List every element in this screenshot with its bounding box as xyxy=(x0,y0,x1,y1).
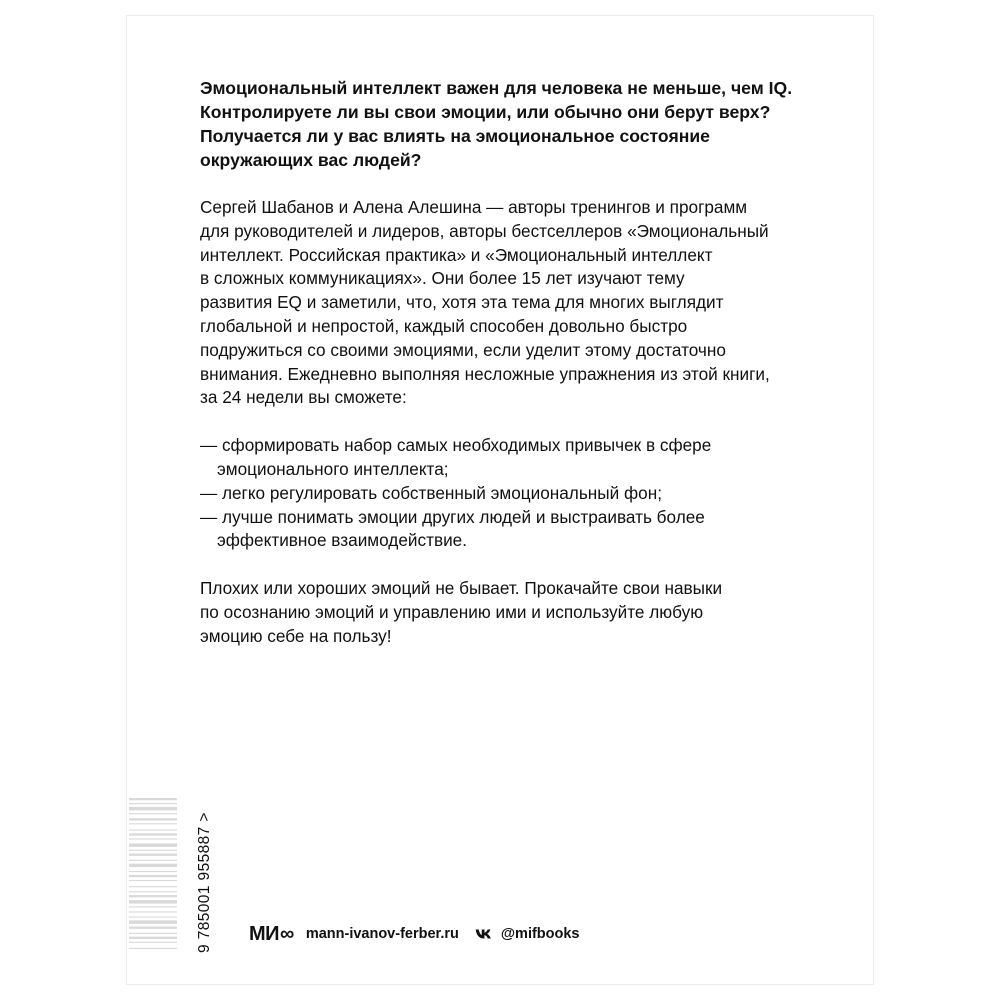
benefits-list xyxy=(200,434,840,553)
list-line: эмоционального интеллекта; xyxy=(217,458,449,479)
body-line: в сложных коммуникациях». Они более 15 лет изучают тему xyxy=(200,268,685,289)
social-handle[interactable]: @mifbooks xyxy=(500,926,580,942)
barcode-bar xyxy=(129,927,177,929)
cover-text xyxy=(200,76,840,649)
barcode-bar xyxy=(129,838,177,839)
closing-line: по осознанию эмоций и управлению ими и используйте любую xyxy=(200,601,704,622)
authors-paragraph xyxy=(200,196,840,410)
list-line: — легко регулировать собственный эмоциональный фон; xyxy=(200,482,662,503)
barcode-bar xyxy=(129,948,177,949)
closing-line: эмоцию себе на пользу! xyxy=(200,625,392,646)
intro-line: Эмоциональный интеллект важен для человека не меньше, чем IQ. xyxy=(200,78,793,98)
isbn-number: 9 785001 955887 > xyxy=(196,812,213,953)
barcode-bar xyxy=(129,843,177,846)
barcode-bar xyxy=(129,823,177,824)
barcode-bar xyxy=(129,864,177,867)
barcode-bar xyxy=(129,818,177,820)
body-line: за 24 недели вы сможете: xyxy=(200,387,407,408)
barcode-bar xyxy=(129,833,177,835)
barcode-bar xyxy=(129,875,177,877)
body-line: интеллект. Российская практика» и «Эмоциональный интеллект xyxy=(200,244,713,265)
body-line: Сергей Шабанов и Алена Алешина — авторы тренингов и программ xyxy=(200,197,748,217)
body-line: развития EQ и заметили, что, хотя эта тема для многих выглядит xyxy=(200,292,724,313)
barcode-bar xyxy=(129,911,177,912)
barcode-bar xyxy=(129,942,177,943)
barcode-bar xyxy=(129,891,177,892)
body-line: для руководителей и лидеров, авторы бестселлеров «Эмоциональный xyxy=(200,220,769,241)
barcode-bar xyxy=(129,916,177,917)
intro-paragraph xyxy=(200,76,840,172)
barcode xyxy=(129,798,177,978)
infinity-logo-icon: ∞ xyxy=(280,922,294,945)
vk-icon[interactable] xyxy=(475,928,493,940)
barcode-bar xyxy=(129,803,177,804)
barcode-bar xyxy=(129,937,177,939)
list-item xyxy=(200,482,840,506)
body-line: внимания. Ежедневно выполняя несложные упражнения из этой книги, xyxy=(200,363,770,384)
back-cover xyxy=(127,16,873,984)
barcode-bar xyxy=(129,813,177,814)
publisher-logo[interactable] xyxy=(249,923,294,946)
barcode-bar xyxy=(129,880,177,881)
barcode-bars xyxy=(129,798,177,978)
intro-line: Контролируете ли вы свои эмоции, или обычно они берут верх? xyxy=(200,102,771,122)
closing-line: Плохих или хороших эмоций не бывает. Прокачайте свои навыки xyxy=(200,578,723,599)
list-item xyxy=(200,506,840,554)
barcode-bar xyxy=(129,906,177,907)
barcode-bar xyxy=(129,860,177,861)
list-item xyxy=(200,434,840,482)
barcode-bar xyxy=(129,854,177,856)
barcode-bar xyxy=(129,871,177,872)
logo-text: МИ xyxy=(249,922,280,945)
footer xyxy=(249,922,580,946)
intro-line: Получается ли у вас влиять на эмоциональное состояние xyxy=(200,126,710,146)
barcode-bar xyxy=(129,829,177,830)
barcode-bar xyxy=(129,920,177,923)
body-line: глобальной и непростой, каждый способен довольно быстро xyxy=(200,315,688,336)
closing-paragraph xyxy=(200,577,840,648)
body-line: подружиться со своими эмоциями, если уделит этому достаточно xyxy=(200,339,726,360)
barcode-bar xyxy=(129,900,177,903)
barcode-bar xyxy=(129,850,177,851)
barcode-bar xyxy=(129,895,177,897)
intro-line: окружающих вас людей? xyxy=(200,150,422,170)
list-line: — сформировать набор самых необходимых привычек в сфере xyxy=(200,435,712,456)
list-line: эффективное взаимодействие. xyxy=(217,530,468,551)
barcode-bar xyxy=(129,807,177,810)
barcode-bar xyxy=(129,798,177,800)
barcode-bar xyxy=(129,886,177,887)
barcode-bar xyxy=(129,933,177,934)
list-line: — лучше понимать эмоции других людей и выстраивать более xyxy=(200,506,705,527)
website-link[interactable]: mann-ivanov-ferber.ru xyxy=(305,926,459,942)
